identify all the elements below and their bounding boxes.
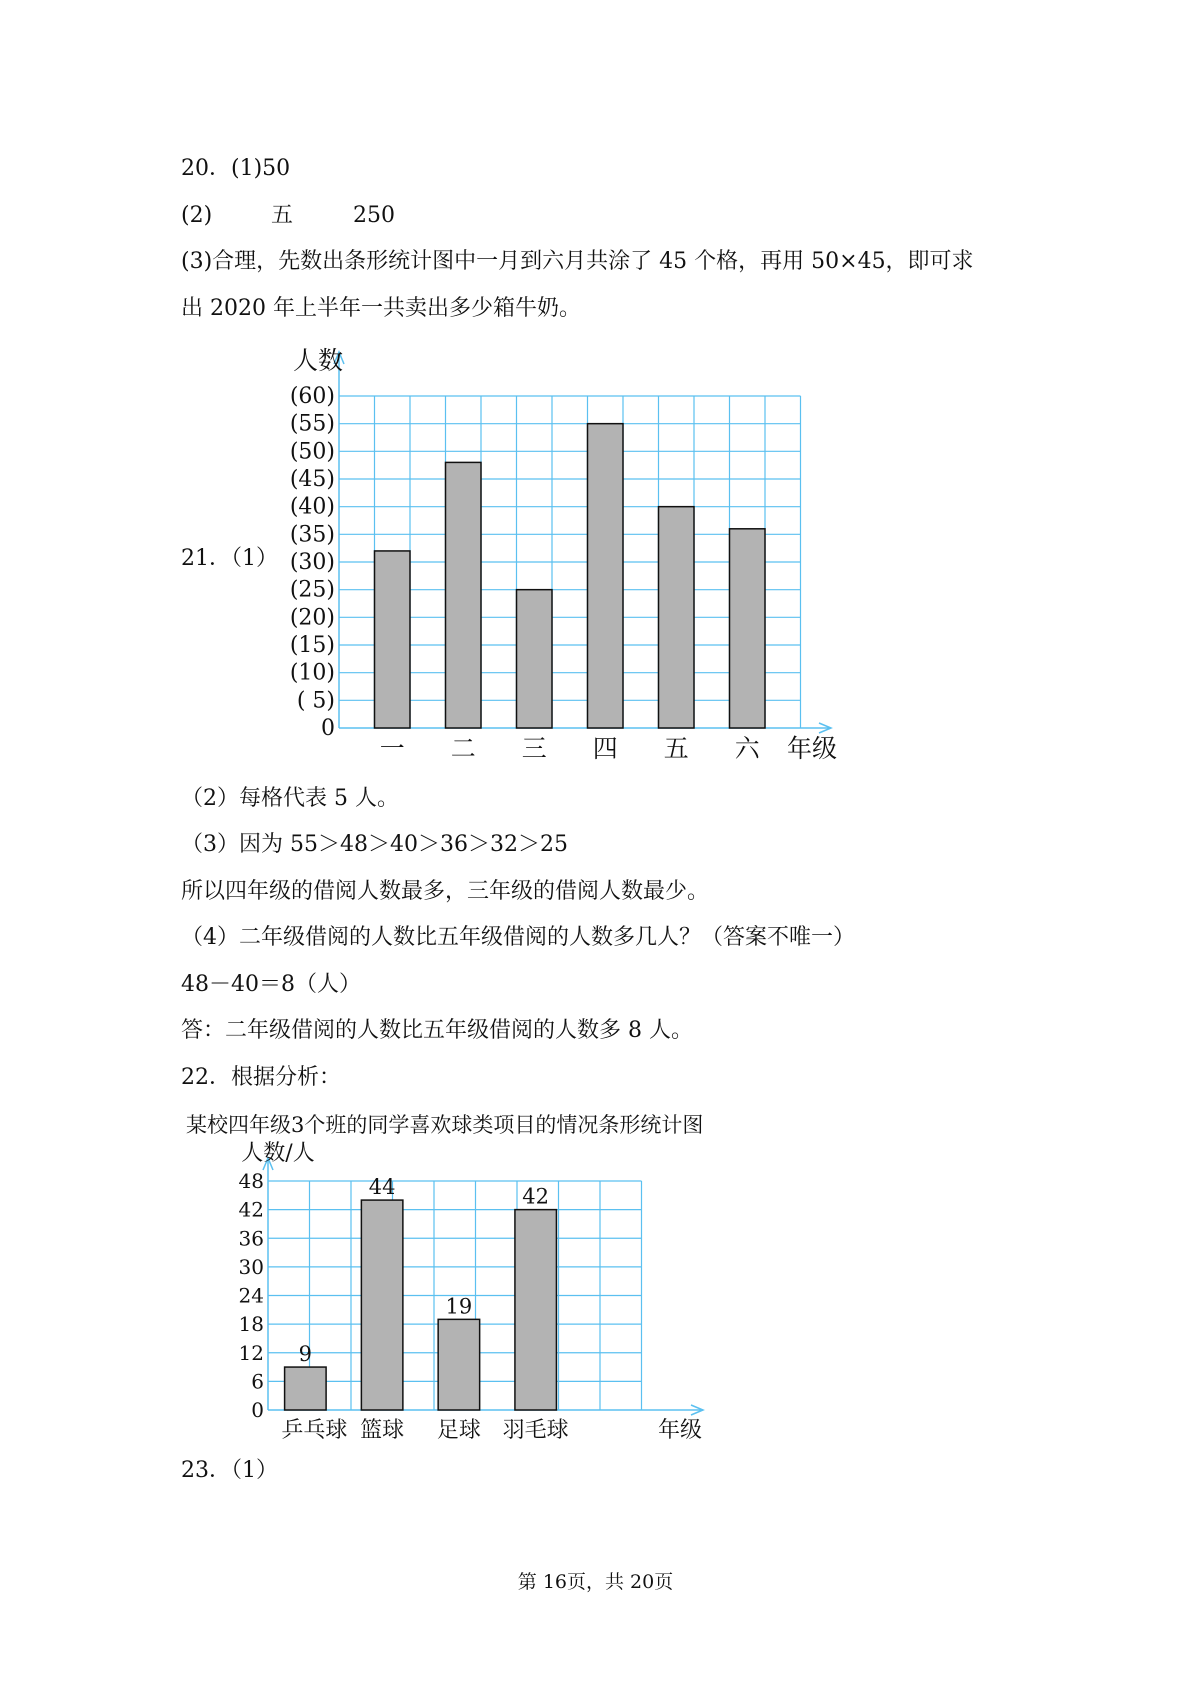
- chart1-bar: [588, 424, 624, 728]
- chart1-bar: [517, 590, 553, 728]
- chart1-y-tick-label: (45): [289, 467, 335, 492]
- chart1-y-tick-label: (15): [289, 633, 335, 658]
- chart2-y-axis-label: 人数/人: [241, 1141, 315, 1166]
- chart2-y-tick-label: 18: [238, 1312, 264, 1337]
- q21-part-3-conclusion: 所以四年级的借阅人数最多，三年级的借阅人数最少。: [181, 879, 710, 904]
- chart1-category-label: 二: [450, 734, 476, 763]
- chart1-bar: [730, 529, 766, 728]
- chart2-y-tick-label: 6: [251, 1369, 264, 1394]
- chart1-y-tick-label: (50): [289, 439, 335, 465]
- chart1-y-axis-arrow: [334, 352, 344, 364]
- chart1-y-tick-label: (20): [289, 605, 335, 631]
- q21-label: 21．（1）: [181, 546, 278, 571]
- q21-answer: 答：二年级借阅的人数比五年级借阅的人数多 8 人。: [181, 1018, 693, 1043]
- chart1-y-tick-label: 0: [321, 716, 335, 741]
- q21-part-4: （4）二年级借阅的人数比五年级借阅的人数多几人？（答案不唯一）: [181, 925, 855, 950]
- chart2-y-tick-label: 30: [238, 1254, 264, 1279]
- chart1-y-tick-label: (30): [289, 550, 335, 575]
- chart2-y-tick-label: 48: [238, 1169, 264, 1193]
- q23-label: 23．（1）: [181, 1458, 278, 1483]
- chart1-category-label: 四: [592, 734, 618, 763]
- chart1-y-tick-label: (55): [289, 411, 335, 437]
- chart1-bar: [659, 507, 695, 728]
- chart1-x-axis-label: 年级: [786, 734, 838, 763]
- chart1-y-tick-label: (60): [289, 384, 335, 409]
- chart2-y-tick-label: 42: [238, 1197, 264, 1222]
- chart2-category-label: 乒乓球: [281, 1418, 348, 1443]
- q20-line-2-label: (2): [181, 203, 213, 228]
- chart1-category-label: 一: [379, 734, 405, 763]
- chart1-y-tick-label: ( 5): [296, 688, 335, 714]
- chart2-x-axis-arrow: [691, 1405, 703, 1415]
- chart1-y-axis-label: 人数: [292, 346, 344, 375]
- q20-line-4: 出 2020 年上半年一共卖出多少箱牛奶。: [181, 296, 581, 321]
- chart1-category-label: 五: [663, 734, 689, 763]
- chart2-category-label: 羽毛球: [502, 1418, 569, 1443]
- chart1-y-tick-label: (10): [289, 660, 335, 686]
- chart2-data-label: 44: [368, 1175, 396, 1200]
- chart1-y-tick-label: (40): [289, 494, 335, 520]
- chart2-title: 某校四年级3个班的同学喜欢球类项目的情况条形统计图: [186, 1113, 704, 1137]
- chart2-category-label: 篮球: [360, 1418, 405, 1443]
- q20-line-2-answer-b: 250: [353, 203, 395, 228]
- chart2-bar: [438, 1319, 480, 1410]
- chart1-y-tick-label: (35): [289, 522, 335, 548]
- q20-line-2-answer-a: 五: [271, 203, 294, 228]
- chart1-bar: [375, 551, 411, 728]
- q20-line-2: [181, 201, 395, 231]
- q22-label: 22．根据分析：: [181, 1065, 341, 1090]
- chart2-data-label: 9: [298, 1342, 313, 1367]
- chart2-bar: [361, 1200, 403, 1410]
- chart2-y-tick-label: 24: [238, 1283, 264, 1308]
- chart2-bar: [515, 1210, 557, 1410]
- q20-line-1: 20．(1)50: [181, 156, 291, 181]
- chart2-data-label: 19: [445, 1294, 473, 1319]
- chart1-category-label: 三: [521, 734, 547, 763]
- q20-line-3: (3)合理，先数出条形统计图中一月到六月共涂了 45 个格，再用 50×45，即可求: [181, 249, 974, 274]
- chart2-data-label: 42: [522, 1184, 550, 1209]
- q21-calculation: 48－40＝8（人）: [181, 972, 361, 997]
- chart1-x-axis-arrow: [819, 723, 831, 733]
- chart1-category-label: 六: [734, 734, 760, 763]
- page-footer: 第 16页，共 20页: [517, 1571, 674, 1593]
- chart2-x-axis-label: 年级: [657, 1418, 703, 1443]
- chart2-y-axis-arrow: [263, 1158, 273, 1170]
- q21-part-2: （2）每格代表 5 人。: [181, 786, 399, 811]
- chart2-y-tick-label: 0: [251, 1398, 264, 1422]
- chart2-category-label: 足球: [436, 1418, 481, 1443]
- chart1-bar: [446, 462, 482, 728]
- chart2-y-tick-label: 12: [238, 1340, 264, 1365]
- q21-part-3: （3）因为 55＞48＞40＞36＞32＞25: [181, 832, 568, 857]
- chart2-y-tick-label: 36: [238, 1226, 264, 1251]
- chart2-bar: [285, 1367, 327, 1410]
- chart1-y-tick-label: (25): [289, 577, 335, 603]
